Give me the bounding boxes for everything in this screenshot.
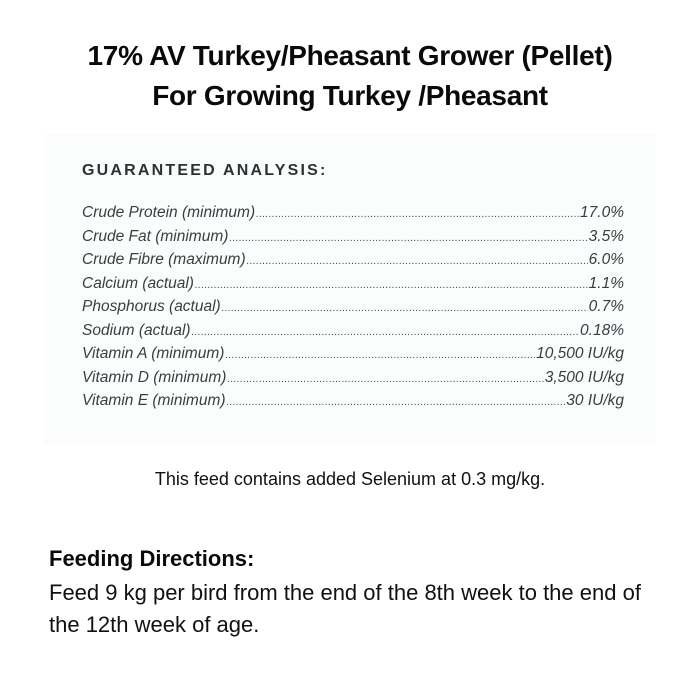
analysis-value: 3,500 IU/kg	[544, 368, 624, 386]
product-title-line-1: 17% AV Turkey/Pheasant Grower (Pellet)	[87, 40, 613, 71]
feeding-directions-text: Feed 9 kg per bird from the end of the 8th week to the end of the 12th week of age.	[49, 580, 641, 637]
guaranteed-analysis-heading: GUARANTEED ANALYSIS:	[82, 162, 328, 179]
analysis-value: 30 IU/kg	[566, 392, 624, 409]
guaranteed-analysis-panel	[44, 134, 656, 444]
product-title-line-2: For Growing Turkey /Pheasant	[152, 80, 548, 111]
analysis-label: Vitamin E (minimum)	[82, 392, 226, 409]
analysis-label: Calcium (actual)	[82, 274, 194, 292]
analysis-label: Crude Fibre (maximum)	[82, 251, 246, 268]
analysis-value: 0.18%	[580, 321, 624, 339]
analysis-label: Vitamin A (minimum)	[82, 345, 225, 362]
analysis-label: Crude Protein (minimum)	[82, 204, 256, 221]
dot-leader	[192, 327, 580, 338]
analysis-row-sodium	[82, 322, 624, 346]
analysis-label: Crude Fat (minimum)	[82, 227, 229, 245]
analysis-list	[82, 204, 624, 416]
analysis-label: Vitamin D (minimum)	[82, 368, 227, 386]
analysis-row-calcium	[82, 275, 624, 299]
analysis-value: 6.0%	[588, 251, 624, 268]
analysis-row-phosphorus	[82, 298, 624, 322]
analysis-row-crude-fibre	[82, 251, 624, 275]
analysis-label: Sodium (actual)	[82, 321, 191, 339]
analysis-row-vitamin-d	[82, 369, 624, 393]
analysis-row-vitamin-e	[82, 392, 624, 416]
dot-leader	[195, 280, 588, 291]
dot-leader	[229, 233, 587, 244]
dot-leader	[227, 397, 566, 408]
feeding-directions-heading: Feeding Directions:	[49, 546, 255, 571]
selenium-note: This feed contains added Selenium at 0.3 mg/kg.	[154, 469, 546, 489]
analysis-value: 3.5%	[588, 227, 624, 245]
analysis-row-crude-protein	[82, 204, 624, 228]
analysis-label: Phosphorus (actual)	[82, 298, 221, 315]
analysis-value: 1.1%	[588, 274, 624, 292]
product-title	[0, 36, 700, 116]
dot-leader	[227, 374, 543, 385]
analysis-value: 10,500 IU/kg	[536, 345, 624, 362]
analysis-value: 17.0%	[580, 204, 624, 221]
dot-leader	[225, 350, 535, 361]
analysis-row-vitamin-a	[82, 345, 624, 369]
analysis-row-crude-fat	[82, 228, 624, 252]
analysis-value: 0.7%	[588, 298, 624, 315]
dot-leader	[247, 256, 588, 267]
dot-leader	[256, 209, 579, 220]
dot-leader	[222, 303, 588, 314]
